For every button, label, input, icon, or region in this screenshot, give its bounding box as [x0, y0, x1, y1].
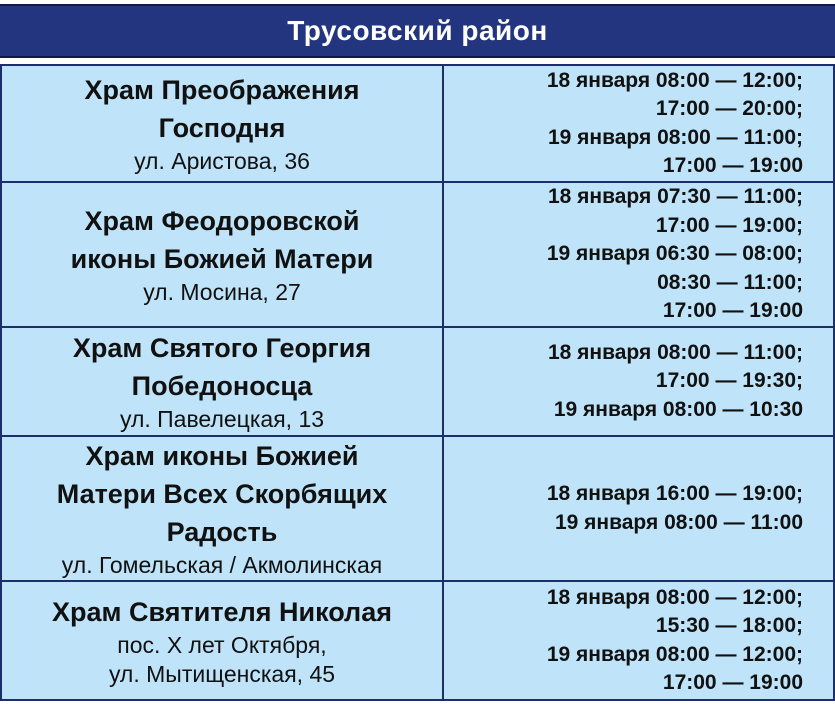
table-row — [1, 581, 834, 700]
service-time: 18 января 08:00 — 12:00; — [546, 68, 803, 92]
service-time: 08:30 — 11:00; — [657, 270, 803, 294]
church-cell — [1, 65, 443, 182]
service-time: 18 января 08:00 — 11:00; — [547, 340, 803, 364]
church-name: Победоносца — [131, 371, 313, 401]
church-cell — [1, 436, 443, 581]
service-times-cell — [443, 65, 834, 182]
service-time: 18 января 08:00 — 12:00; — [546, 585, 803, 609]
service-times-cell — [443, 182, 834, 327]
church-address: ул. Павелецкая, 13 — [119, 406, 325, 432]
church-name: Храм Феодоровской — [84, 206, 360, 236]
church-name: Храм Преображения — [84, 75, 360, 105]
service-time: 19 января 08:00 — 12:00; — [546, 642, 803, 666]
service-time: 19 января 08:00 — 11:00 — [554, 510, 803, 534]
church-address: ул. Гомельская / Акмолинская — [61, 552, 383, 578]
district-title: Трусовский район — [287, 15, 548, 46]
church-name: Храм Святителя Николая — [52, 596, 392, 627]
church-name: Храм Святого Георгия — [72, 333, 372, 363]
church-name: Господня — [158, 113, 286, 143]
service-times-cell — [443, 581, 834, 700]
church-address: ул. Мосина, 27 — [143, 279, 301, 305]
service-time: 15:30 — 18:00; — [655, 614, 803, 637]
service-time: 17:00 — 19:00 — [662, 154, 803, 177]
service-time: 17:00 — 19:00 — [662, 671, 803, 694]
church-name: Радость — [166, 517, 278, 547]
church-address: ул. Аристова, 36 — [134, 148, 310, 174]
service-time: 19 января 06:30 — 08:00; — [546, 242, 803, 266]
service-time: 18 января 16:00 — 19:00; — [546, 482, 803, 505]
church-cell — [1, 581, 443, 700]
church-name: Матери Всех Скорбящих — [56, 479, 388, 509]
church-address: пос. Х лет Октября, — [117, 631, 327, 658]
table-row — [1, 65, 834, 182]
table-row — [1, 327, 834, 436]
district-header — [0, 4, 835, 58]
schedule-table — [0, 64, 835, 701]
service-time: 17:00 — 20:00; — [655, 97, 803, 120]
service-time: 19 января 08:00 — 10:30 — [553, 397, 803, 421]
service-times-cell — [443, 436, 834, 581]
table-row — [1, 182, 834, 327]
table-row — [1, 436, 834, 581]
church-cell — [1, 327, 443, 436]
service-time: 17:00 — 19:30; — [655, 369, 803, 393]
service-time: 18 января 07:30 — 11:00; — [547, 185, 803, 209]
church-name: иконы Божией Матери — [70, 244, 374, 274]
service-time: 17:00 — 19:00 — [662, 299, 803, 323]
church-address: ул. Мытищенская, 45 — [108, 660, 336, 687]
service-time: 17:00 — 19:00; — [655, 213, 803, 237]
church-name: Храм иконы Божией — [85, 441, 359, 471]
service-times-cell — [443, 327, 834, 436]
service-time: 19 января 08:00 — 11:00; — [547, 125, 803, 149]
church-cell — [1, 182, 443, 327]
